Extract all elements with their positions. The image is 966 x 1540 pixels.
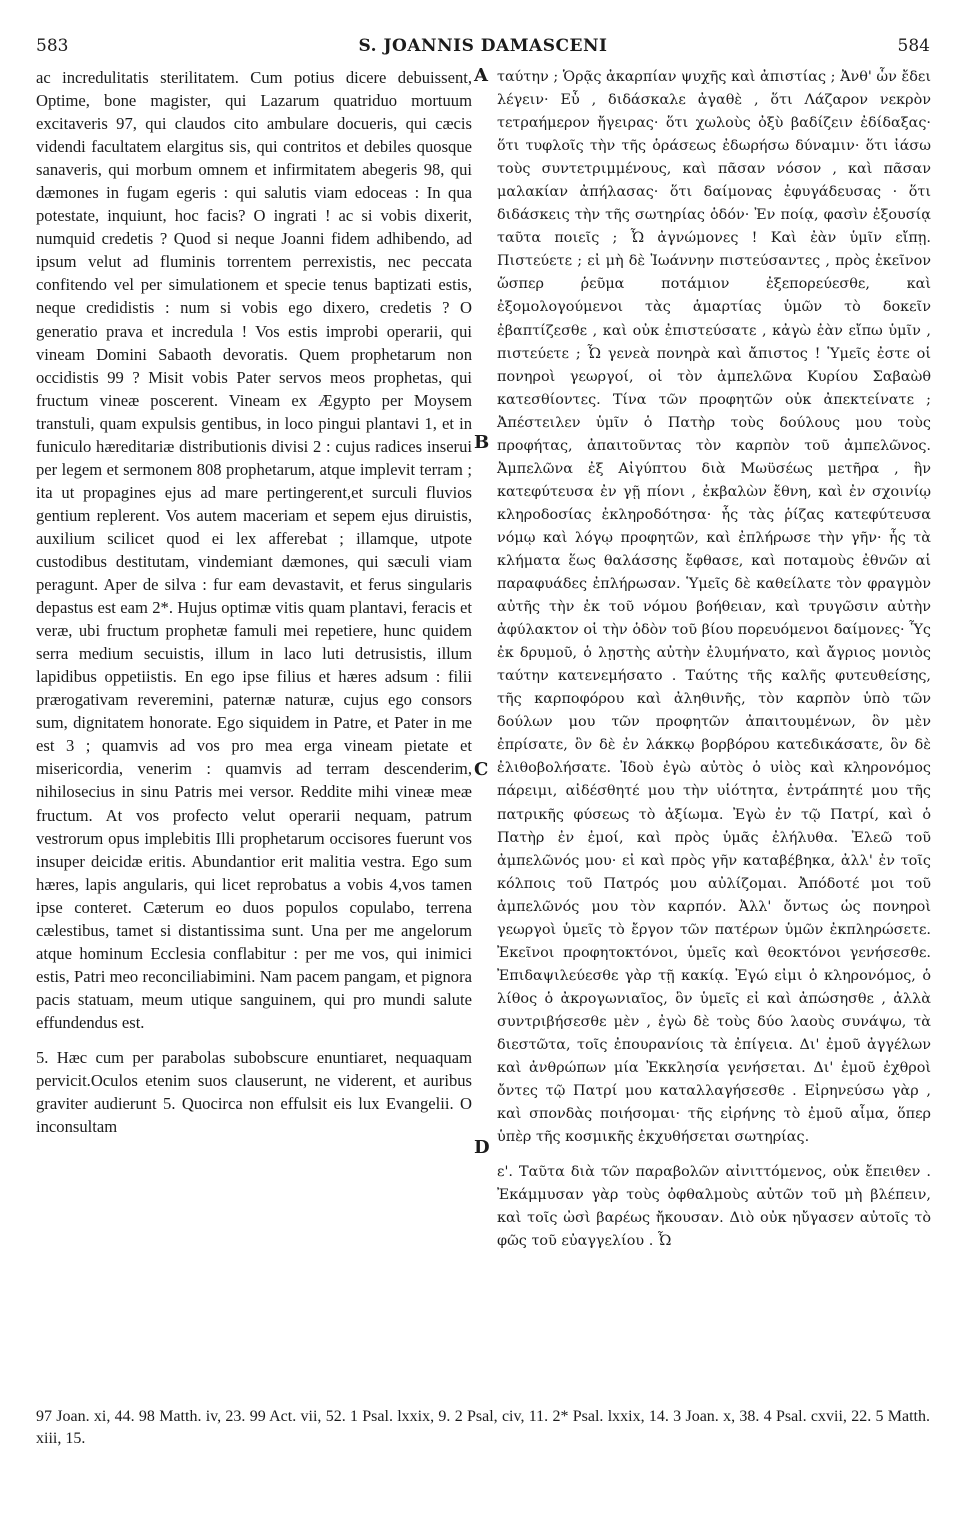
page-number-left: 583 [36, 36, 69, 56]
footnotes: 97 Joan. xi, 44. 98 Matth. iv, 23. 99 Act. vii, 52. 1 Psal. lxxix, 9. 2 Psal, civ, 11. 2* Psal. lxxix, 14. 3 Joan. x, 38. 4 Psal. cxvii, 22. 5 Matth. xiii, 15. [36, 1408, 930, 1447]
column-marker-b: B [474, 432, 490, 453]
latin-paragraph-2: 5. Hæc cum per parabolas subobscure enuntiaret, nequaquam pervicit.Oculos etenim suos clauserunt, ne viderent, et auribus graviter audierunt 5. Quocirca non effulsit eis lux Evangelii. O inconsultam [36, 1047, 472, 1137]
page-number-right: 584 [897, 36, 930, 56]
latin-paragraph-1: ac incredulitatis sterilitatem. Cum potius dicere debuissent, Optime, bone magister, qui Lazarum quatriduo mortuum excitaveris 97, qui claudos cito ambulare docueris, qui cæcis videndi facultatem elargitus sis, qui contritos et debiles quosque sanaveris, qui morbum omnem et infirmitatem abegeris 98, qui dæmones in fugam egeris : qui salutis viam edoceas : In qua potestate, inquiunt, hoc facis? O ingrati ! ac si vobis dixerit, numquid credetis ? Quod si neque Joanni fidem adhibendo, ad ipsum velut ad fluminis torrentem perrexistis, nec peccata confitendo vel per simulationem et specie tenus baptizati estis, neque credidistis : num si vobis ego dixero, credetis ? O generatio prava et incredula ! Vos estis improbi operarii, qui vineam Domini Sabaoth devoratis. Quem prophetarum non occidistis 99 ? Misit vobis Pater servos meos prophetas, qui fructum vineæ poscerent. Vineam ex Ægypto per Moysem transtuli, quam expulsis gentibus, in loco pingui plantavi 1, et in funiculo hæreditariæ distributionis divisi 2 : cujus radices inserui per legem et sermonem 808 prophetarum, atque implevit terram ; ita ut propagines ejus ad mare pertingerent,et surculi fluvios gentium replerent. Vos autem maceriam et sepem ejus diruistis, auxilium scilicet quod ei lex afferebat ; illamque, utpote custodibus destitutam, vindemiant dæmones, qui sæculi viam peragunt. Aper de silva : fur eam devastavit, et ferus singularis depastus est eam 2*. Hujus optimæ vitis quam plantavi, feracis et veræ, ubi fructum prophetæ famuli mei repetiere, hunc quidem serra medium secuistis, illum in laco luti detrusistis, illum lapidibus oppetiistis. En ego ipse filius et hæres adsum : filii prærogativam reveremini, paternæ naturæ, cujus ego consors sum, dignitatem honorate. Ego siquidem in Patre, et Pater in me est 3 ; quamvis ad vos pro mea erga vineam pietate et misericordia, venerim : quamvis ad terram descenderim, nihilosecius in sinu Patris mei versor. Reddite mihi vineæ meæ fructum. At vos profecto velut operarii nequam, patrum vestrorum opus implebitis Illi prophetarum occisores fuerunt vos insuper deicidæ eritis. Abundantior erit malitia vestra. Ego sum hæres, lapis angularis, qui licet reprobatus a vobis 4,vos tamen ipse conteret. Cæterum eo duos populos copulabo, terrena cælestibus, tamet si distantissima sunt. Una per me angelorum atque hominum Ecclesia conflabitur : per me vos, qui inimici estis, Patri meo reconciliabimini. Nam pacem pangam, et pignora pacis statuam, meum utique sanguinem, qui pro mundi salute effundendus est. [36, 68, 472, 1032]
greek-paragraph-2: ε'. Ταῦτα διὰ τῶν παραβολῶν αἰνιττόμενος, οὐκ ἔπειθεν . Ἐκάμμυσαν γὰρ τοὺς ὀφθαλμοὺς αὐτῶν τοῦ μὴ βλέπειν, καὶ τοῖς ὠσὶ βαρέως ἤκουσαν. Διὸ οὐκ ηὔγασεν αὐτοῖς τὸ φῶς τοῦ εὐαγγελίου . Ὦ [497, 1164, 931, 1250]
column-marker-a: A [474, 65, 488, 86]
running-title: S. JOANNIS DAMASCENI [358, 36, 608, 56]
column-marker-c: C [474, 759, 489, 780]
page-header [36, 34, 930, 58]
greek-column [497, 66, 931, 1253]
greek-paragraph-1: ταύτην ; Ὁρᾷς ἀκαρπίαν ψυχῆς καὶ ἀπιστίας ; Ἀνθ' ὧν ἔδει λέγειν· Εὖ , διδάσκαλε ἀγαθὲ , ὅτι Λάζαρον νεκρὸν τετραήμερον ἤγειρας· ὅτι χωλοὺς ὀξὺ βαδίζειν ἐδίδαξας· ὅτι τυφλοῖς τὴν τῆς ὁράσεως ἐδωρήσω δύναμιν· ὅτι ἰάσω τοὺς συντετριμμένους, καὶ πᾶσαν νόσον , καὶ πᾶσαν μαλακίαν ἀπήλασας· ὅτι δαίμονας ἐφυγάδευσας · ὅτι διδάσκεις τὴν τῆς σωτηρίας ὁδόν· Ἐν ποίᾳ, φασὶν ἐξουσίᾳ ταῦτα ποιεῖς ; Ὦ ἀγνώμονες ! Καὶ ἐὰν ὑμῖν εἴπῃ. Πιστεύετε ; εἰ μὴ δὲ Ἰωάννην πιστεύσαντες , πρὸς ἐκεῖνον ὥσπερ ῥεῦμα ποτάμιον ἐξεπορεύεσθε, καὶ ἐξομολογούμενοι τὰς ἁμαρτίας ὑμῶν τὸ δοκεῖν ἐβαπτίζεσθε , καὶ οὐκ ἐπιστεύσατε , κἀγὼ ἐὰν εἴπω ὑμῖν , πιστεύετε ; Ὦ γενεὰ πονηρὰ καὶ ἄπιστος ! Ὑμεῖς ἐστε οἱ πονηροὶ γεωργοί, οἱ τὸν ἀμπελῶνα Κυρίου Σαβαὼθ κατεσθίοντες. Τίνα τῶν προφητῶν οὐκ ἀπεκτείνατε ; Ἀπέστειλεν ὑμῖν ὁ Πατὴρ τοὺς δούλους μου τοὺς προφήτας, ἀπαιτοῦντας τὸν καρπὸν τοῦ ἀμπελῶνος. Ἀμπελῶνα ἐξ Αἰγύπτου διὰ Μωϋσέως μετῆρα , ἣν κατεφύτευσα ἐν γῇ πίονι , ἐκβαλὼν ἔθνη, καὶ ἐν σχοινίῳ κληροδοσίας ἐκληροδότησα· ἧς τὰς ῥίζας κατεφύτευσα νόμῳ καὶ λόγῳ προφητῶν, καὶ ἐπλήρωσε τὴν γῆν· ἧς τὰ κλήματα ἕως θαλάσσης ἔφθασε, καὶ ποταμοὺς ἐθνῶν αἱ παραφυάδες ἐπλήρωσαν. Ὑμεῖς δὲ καθείλατε τὸν φραγμὸν αὐτῆς τὴν ἐκ τοῦ νόμου βοήθειαν, καὶ τρυγῶσιν αὐτὴν ἀφύλακτον οἱ τὴν ὁδὸν τοῦ βίου πορευόμενοι δαίμονες· Ὗς ἐκ δρυμοῦ, ὁ λῃστὴς αὐτὴν ἐλυμήνατο, καὶ ἄγριος μονιὸς ταύτην κατενεμήσατο . Ταύτης τῆς καλῆς φυτευθείσης, τῆς καρποφόρου καὶ ἀληθινῆς, τὸν καρπὸν ὑπὸ τῶν δούλων μου τῶν προφητῶν ἀπαιτουμένων, ὃν μὲν ἐπρίσατε, ὃν δὲ ἐν λάκκῳ βορβόρου κατεδικάσατε, ὃν δὲ ἐλιθοβολήσατε. Ἰδοὺ ἐγὼ αὐτὸς ὁ υἱὸς καὶ κληρονόμος πάρειμι, αἰδέσθητέ μου τὴν υἱότητα, ἐντράπητέ μου τῆς πατρικῆς φύσεως τὸ ἀξίωμα. Ἐγὼ ἐν τῷ Πατρί, καὶ ὁ Πατὴρ ἐν ἐμοί, καὶ πρὸς ὑμᾶς ἐλήλυθα. Ἐλεῶ τοῦ ἀμπελῶνός μου· εἰ καὶ πρὸς γῆν καταβέβηκα, ἀλλ' ἐν τοῖς κόλποις τοῦ Πατρός μου αὐλίζομαι. Ἀπόδοτέ μοι τοῦ ἀμπελῶνός μου τὸν καρπόν. Ἀλλ' ὄντως ὡς πονηροὶ γεωργοὶ ὑμεῖς τὸ ἔργον τῶν πατέρων ὑμῶν ἐκπληρώσετε. Ἐκεῖνοι προφητοκτόνοι, ὑμεῖς καὶ θεοκτόνοι γενήσεσθε. Ἐπιδαψιλεύεσθε γὰρ τῇ κακίᾳ. Ἐγώ εἰμι ὁ κληρονόμος, ὁ λίθος ὁ ἀκρογωνιαῖος, ὃν ὑμεῖς εἰ καὶ ἀπώσησθε , ἀλλὰ συντριβήσεσθε μὲν , ἐγὼ δὲ τοὺς δύο λαοὺς συνάψω, τὰ διεστῶτα, τοῖς ἐπουρανίοις τὰ ἐπίγεια. Δι' ἐμοῦ ἀγγέλων καὶ ἀνθρώπων μία Ἐκκλησία γενήσεται. Δι' ἐμοῦ ἐχθροὶ ὄντες τῷ Πατρί μου καταλλαγήσεσθε . Εἰρηνεύσω γὰρ , καὶ σπονδὰς ποιήσομαι· τῆς εἰρήνης τὸ ἐμοῦ αἷμα, ὅπερ ὑπὲρ τῆς κοσμικῆς ἐκχυθήσεται σωτηρίας. [497, 69, 931, 1146]
latin-column [36, 66, 472, 1138]
column-marker-d: D [474, 1137, 490, 1158]
